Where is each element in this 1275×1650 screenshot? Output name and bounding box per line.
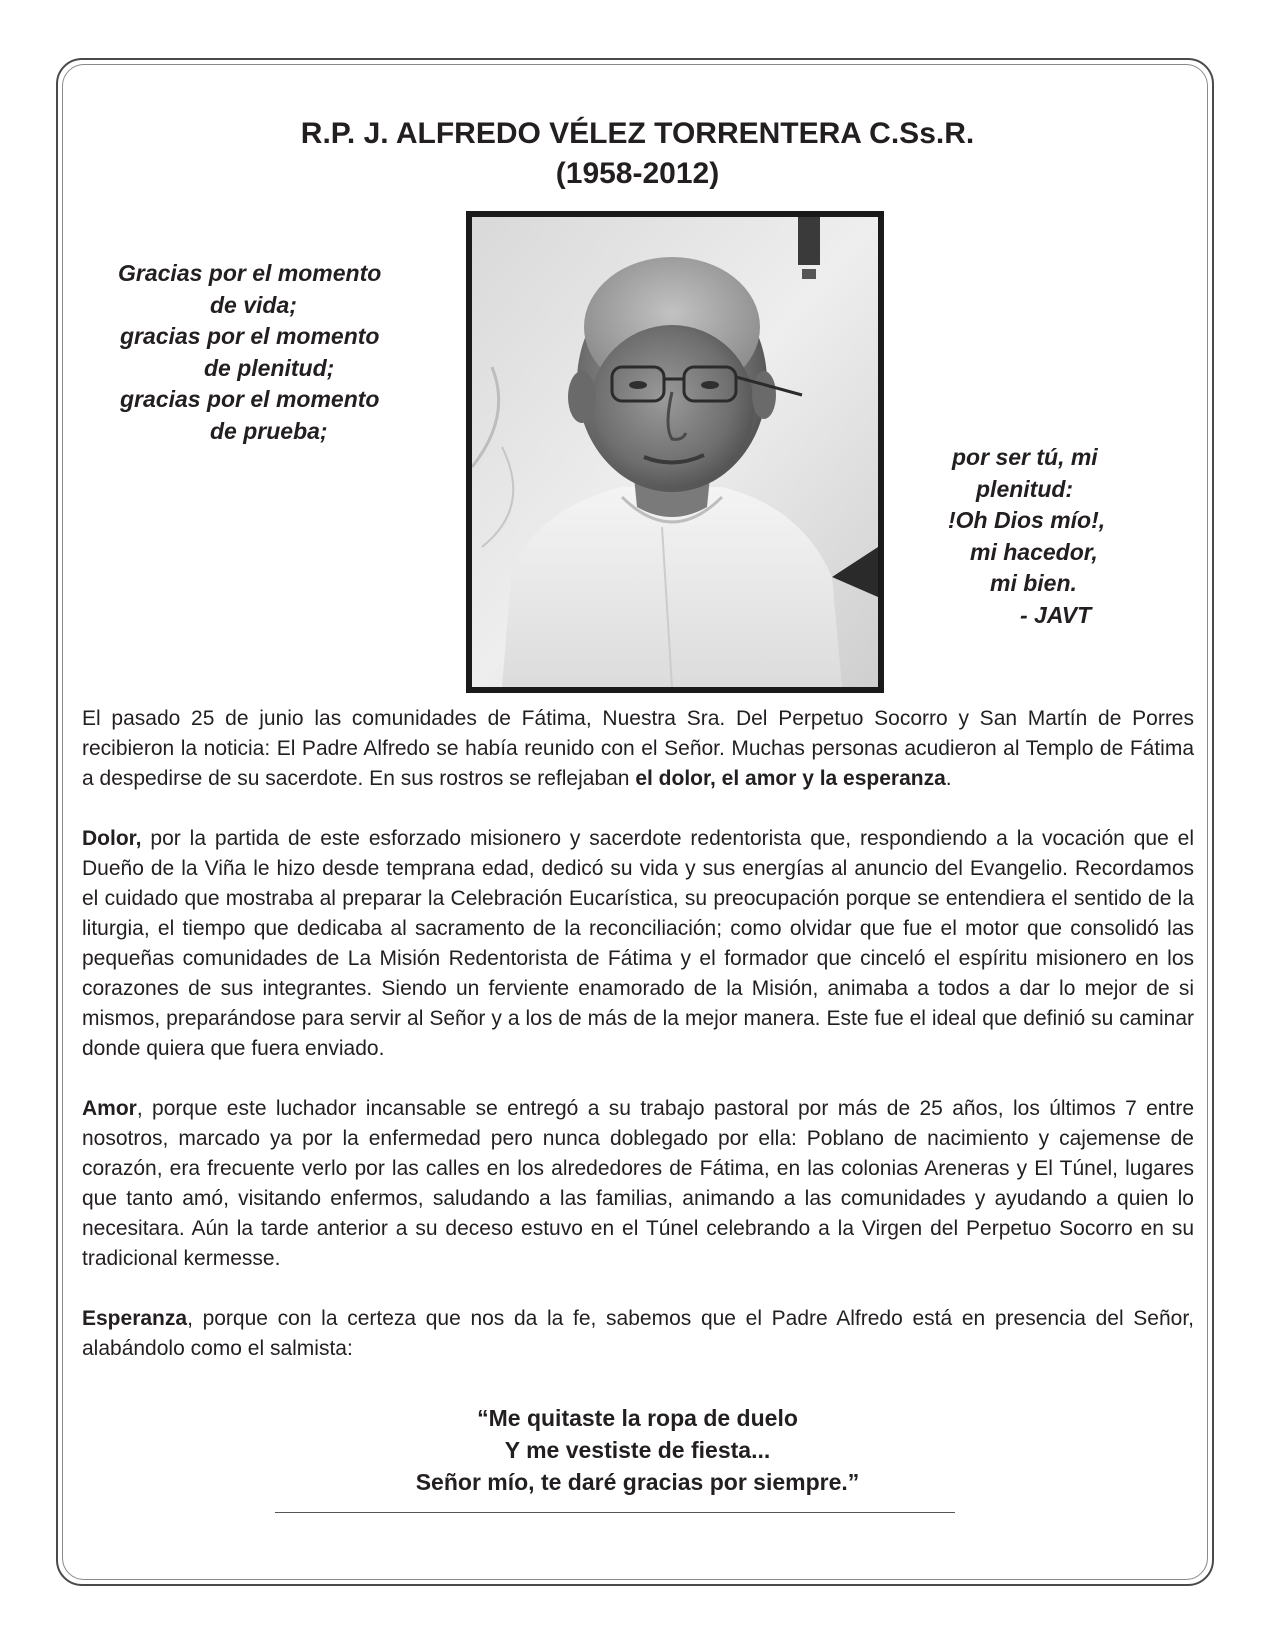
verse-left-line: gracias por el momento — [120, 386, 380, 412]
portrait-image — [472, 217, 878, 687]
verse-right — [938, 442, 1168, 631]
verse-left — [108, 258, 438, 447]
paragraph-esperanza — [82, 1304, 1194, 1364]
intro-emphasis: el dolor, el amor y la esperanza — [635, 767, 946, 790]
verse-right-line: por ser tú, mi — [952, 444, 1098, 470]
amor-text: , porque este luchador incansable se entregó a su trabajo pastoral por más de 25 años, los últimos 7 entre nosotros, marcado ya por la enfermedad pero nunca doblegado por ella: Poblano de nacimiento y cajemense de corazón, era frecuente verlo por las calles en los alrededores de Fátima, en las colonias Areneras y El Túnel, lugares que tanto amó, visitando enfermos, saludando a las familias, animando a las comunidades y ayudando a quien lo necesitara. Aún la tarde anterior a su deceso estuvo en el Túnel celebrando a la Virgen del Perpetuo Socorro en su tradicional kermesse. — [82, 1097, 1194, 1270]
verse-left-line: de vida; — [210, 291, 297, 318]
esperanza-text: , porque con la certeza que nos da la fe, sabemos que el Padre Alfredo está en presencia del Señor, alabándolo como el salmista: — [82, 1307, 1194, 1360]
title-dates: (1958-2012) — [555, 157, 720, 190]
verse-right-signature: - JAVT — [1020, 601, 1092, 628]
quote-line: “Me quitaste la ropa de duelo — [477, 1405, 798, 1431]
verse-left-line: gracias por el momento — [120, 323, 380, 349]
verse-left-line: de prueba; — [210, 417, 328, 444]
paragraph-dolor — [82, 824, 1194, 1064]
title-name: R.P. J. ALFREDO VÉLEZ TORRENTERA C.Ss.R. — [300, 117, 975, 150]
intro-end: . — [945, 767, 952, 790]
dolor-text: por la partida de este esforzado misionero y sacerdote redentorista que, respondiendo a la vocación que el Dueño de la Viña le hizo desde temprana edad, dedicó su vida y sus energías al anuncio del Evangelio. Recordamos el cuidado que mostraba al preparar la Celebración Eucarística, su preocupación porque se entendiera el sentido de la liturgia, el tiempo que dedicaba al sacramento de la reconciliación; como olvidar que fue el motor que consolidó las pequeñas comunidades de La Misión Redentorista de Fátima y el formador que cinceló el espíritu misionero en los corazones de sus integrantes. Siendo un ferviente enamorado de la Misión, animaba a todos a dar lo mejor de si mismos, preparándose para servir al Señor y a los de más de la mejor manera. Este fue el ideal que definió su caminar donde quiera que fuera enviado. — [82, 827, 1194, 1060]
page-title — [0, 114, 1275, 194]
quote-line: Y me vestiste de fiesta... — [504, 1437, 771, 1463]
quote-line: Señor mío, te daré gracias por siempre.” — [415, 1469, 860, 1495]
closing-quote — [0, 1402, 1275, 1498]
verse-left-line: Gracias por el momento — [118, 260, 382, 286]
paragraph-intro — [82, 704, 1194, 794]
article-body — [82, 704, 1194, 1394]
paragraph-amor — [82, 1094, 1194, 1274]
esperanza-heading: Esperanza — [82, 1307, 188, 1330]
bottom-divider — [275, 1512, 955, 1513]
verse-right-line: plenitud: — [976, 475, 1074, 502]
intro-text: El pasado 25 de junio las comunidades de Fátima, Nuestra Sra. Del Perpetuo Socorro y San Martín de Porres recibieron la noticia: El Padre Alfredo se había reunido con el Señor. Muchas personas acudieron al Templo de Fátima a despedirse de su sacerdote. En sus rostros se reflejaban — [82, 707, 1194, 790]
verse-right-line: mi bien. — [990, 570, 1077, 596]
verse-right-line: !Oh Dios mío!, — [948, 507, 1106, 533]
verse-left-line: de plenitud; — [204, 354, 335, 381]
verse-right-line: mi hacedor, — [970, 538, 1098, 565]
portrait-photo — [466, 211, 884, 693]
amor-heading: Amor — [82, 1097, 137, 1120]
dolor-heading: Dolor, — [82, 827, 142, 850]
